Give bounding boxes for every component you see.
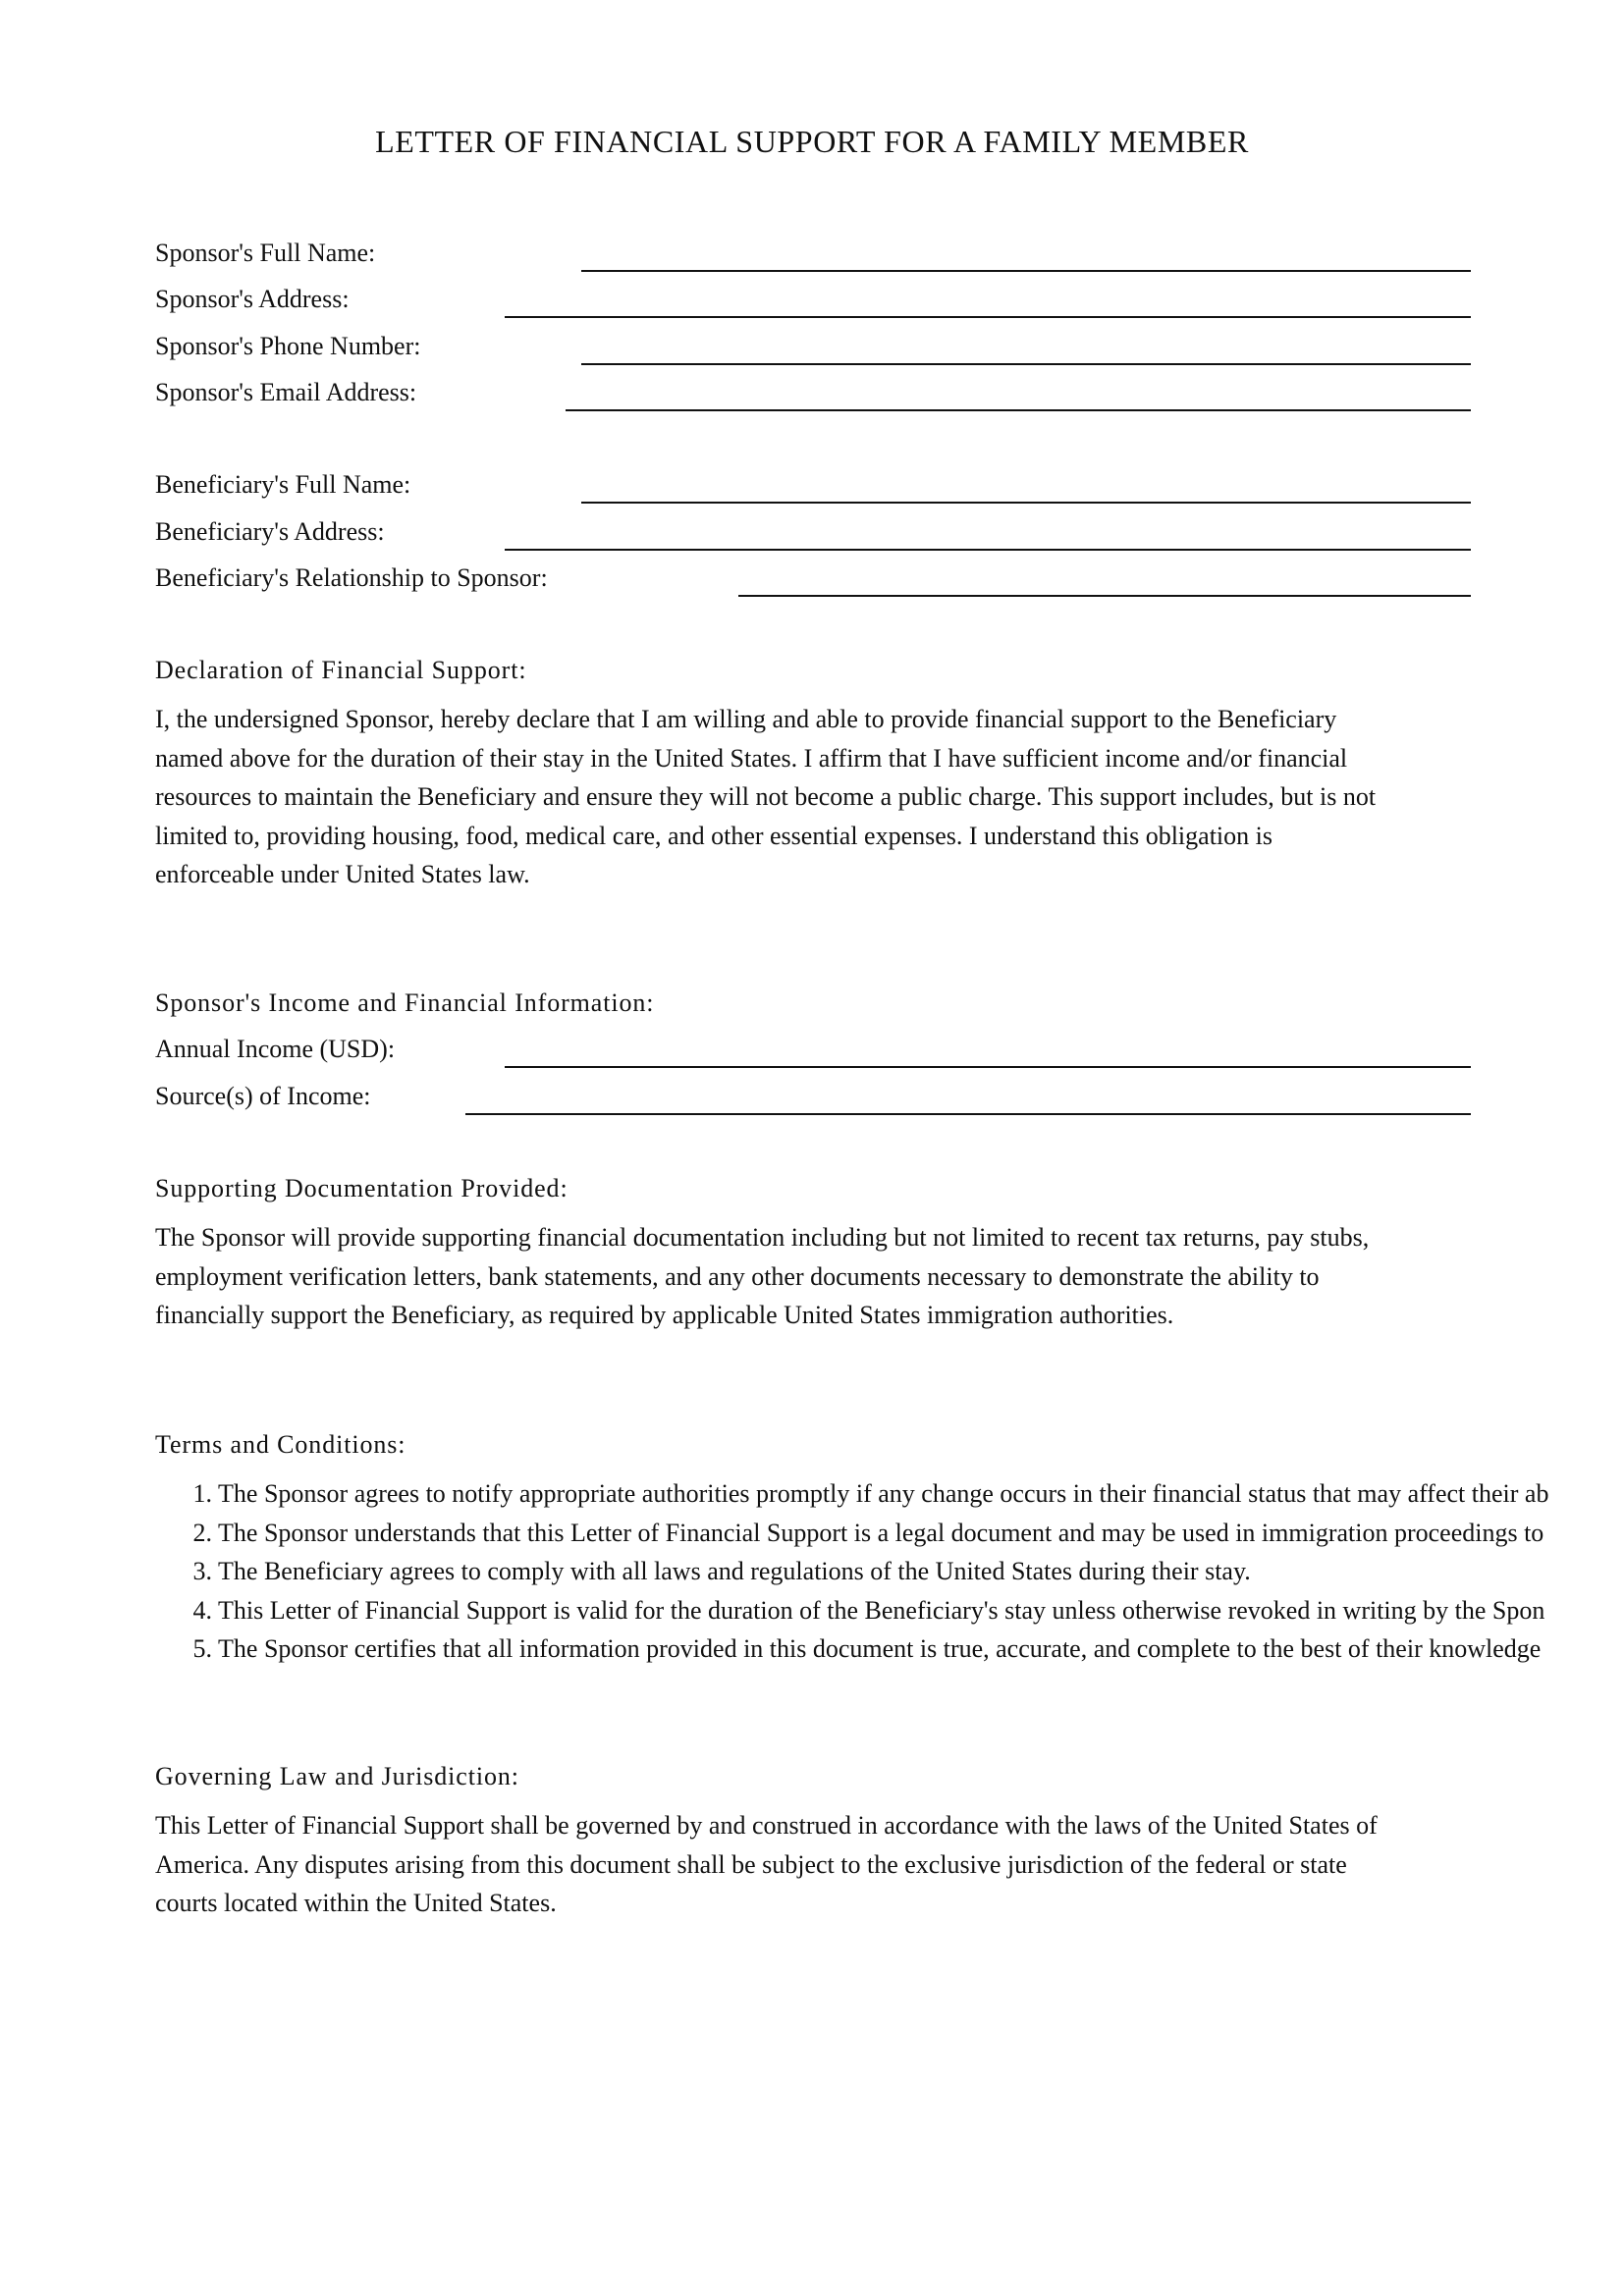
terms-item	[155, 1474, 1624, 1514]
beneficiary-full-name-row	[155, 468, 1471, 507]
sponsor-phone-row	[155, 330, 1471, 369]
declaration-line: named above for the duration of their stay in the United States. I affirm that I have sufficient income and/or financial	[155, 743, 1348, 773]
declaration-paragraph	[155, 700, 1481, 894]
beneficiary-relationship-field[interactable]	[738, 595, 1471, 597]
governing-law-line: courts located within the United States.	[155, 1889, 557, 1917]
beneficiary-address-label: Beneficiary's Address:	[155, 517, 385, 546]
beneficiary-full-name-field[interactable]	[581, 502, 1471, 504]
annual-income-field[interactable]	[505, 1066, 1471, 1068]
terms-item-number: 4.	[192, 1595, 212, 1625]
documentation-line: The Sponsor will provide supporting financial documentation including but not limited to recent tax returns, pay stubs,	[155, 1223, 1370, 1252]
terms-item	[155, 1629, 1624, 1669]
documentation-line: financially support the Beneficiary, as required by applicable United States immigration authorities.	[155, 1301, 1174, 1329]
beneficiary-relationship-row	[155, 561, 1471, 601]
annual-income-label: Annual Income (USD):	[155, 1035, 396, 1063]
documentation-heading: Supporting Documentation Provided:	[155, 1174, 568, 1202]
documentation-paragraph	[155, 1218, 1481, 1335]
terms-list	[155, 1474, 1624, 1669]
beneficiary-relationship-label: Beneficiary's Relationship to Sponsor:	[155, 563, 548, 592]
beneficiary-address-field[interactable]	[505, 549, 1471, 551]
sponsor-email-field[interactable]	[566, 409, 1471, 411]
sponsor-phone-field[interactable]	[581, 363, 1471, 365]
declaration-line: limited to, providing housing, food, medical care, and other essential expenses. I understand this obligation is	[155, 821, 1272, 850]
terms-item	[155, 1514, 1624, 1553]
sponsor-address-field[interactable]	[505, 316, 1471, 318]
terms-item-number: 3.	[192, 1557, 212, 1585]
declaration-line: enforceable under United States law.	[155, 860, 530, 888]
terms-item-text: The Sponsor agrees to notify appropriate authorities promptly if any change occurs in their financial status that may affect their ab	[218, 1479, 1549, 1508]
terms-item	[155, 1552, 1624, 1591]
terms-item-text: The Beneficiary agrees to comply with all laws and regulations of the United States during their stay.	[218, 1557, 1251, 1585]
sponsor-full-name-field[interactable]	[581, 270, 1471, 272]
terms-item-number: 5.	[192, 1634, 212, 1663]
terms-item-text: The Sponsor understands that this Letter of Financial Support is a legal document and may be used in immigration proceedings to	[218, 1518, 1544, 1547]
declaration-line: I, the undersigned Sponsor, hereby declare that I am willing and able to provide financial support to the Beneficiary	[155, 705, 1337, 733]
beneficiary-full-name-label: Beneficiary's Full Name:	[155, 470, 411, 499]
beneficiary-address-row	[155, 515, 1471, 555]
terms-item-text: The Sponsor certifies that all information provided in this document is true, accurate, and complete to the best of their knowledge	[218, 1634, 1542, 1663]
terms-heading: Terms and Conditions:	[155, 1430, 406, 1459]
terms-item-text: This Letter of Financial Support is valid for the duration of the Beneficiary's stay unless otherwise revoked in writing by the Spon	[218, 1595, 1545, 1625]
governing-law-heading: Governing Law and Jurisdiction:	[155, 1762, 519, 1790]
annual-income-row	[155, 1033, 1471, 1072]
income-source-field[interactable]	[465, 1113, 1471, 1115]
sponsor-email-row	[155, 376, 1471, 415]
documentation-line: employment verification letters, bank statements, and any other documents necessary to demonstrate the ability to	[155, 1261, 1320, 1291]
sponsor-address-row	[155, 283, 1471, 322]
document-title: LETTER OF FINANCIAL SUPPORT FOR A FAMILY MEMBER	[375, 124, 1249, 159]
declaration-heading: Declaration of Financial Support:	[155, 656, 527, 684]
terms-item	[155, 1591, 1624, 1630]
governing-law-paragraph	[155, 1806, 1481, 1923]
sponsor-address-label: Sponsor's Address:	[155, 285, 350, 313]
terms-item-number: 1.	[192, 1479, 212, 1508]
sponsor-full-name-label: Sponsor's Full Name:	[155, 239, 376, 267]
governing-law-line: This Letter of Financial Support shall be governed by and construed in accordance with the laws of the United States of	[155, 1811, 1378, 1840]
sponsor-email-label: Sponsor's Email Address:	[155, 378, 417, 406]
income-heading: Sponsor's Income and Financial Information:	[155, 988, 655, 1017]
governing-law-line: America. Any disputes arising from this document shall be subject to the exclusive jurisdiction of the federal or state	[155, 1849, 1347, 1879]
declaration-line: resources to maintain the Beneficiary and ensure they will not become a public charge. This support includes, but is not	[155, 782, 1377, 811]
income-source-row	[155, 1080, 1471, 1119]
terms-item-number: 2.	[192, 1518, 212, 1547]
income-source-label: Source(s) of Income:	[155, 1082, 371, 1110]
sponsor-full-name-row	[155, 237, 1471, 276]
sponsor-phone-label: Sponsor's Phone Number:	[155, 332, 421, 360]
